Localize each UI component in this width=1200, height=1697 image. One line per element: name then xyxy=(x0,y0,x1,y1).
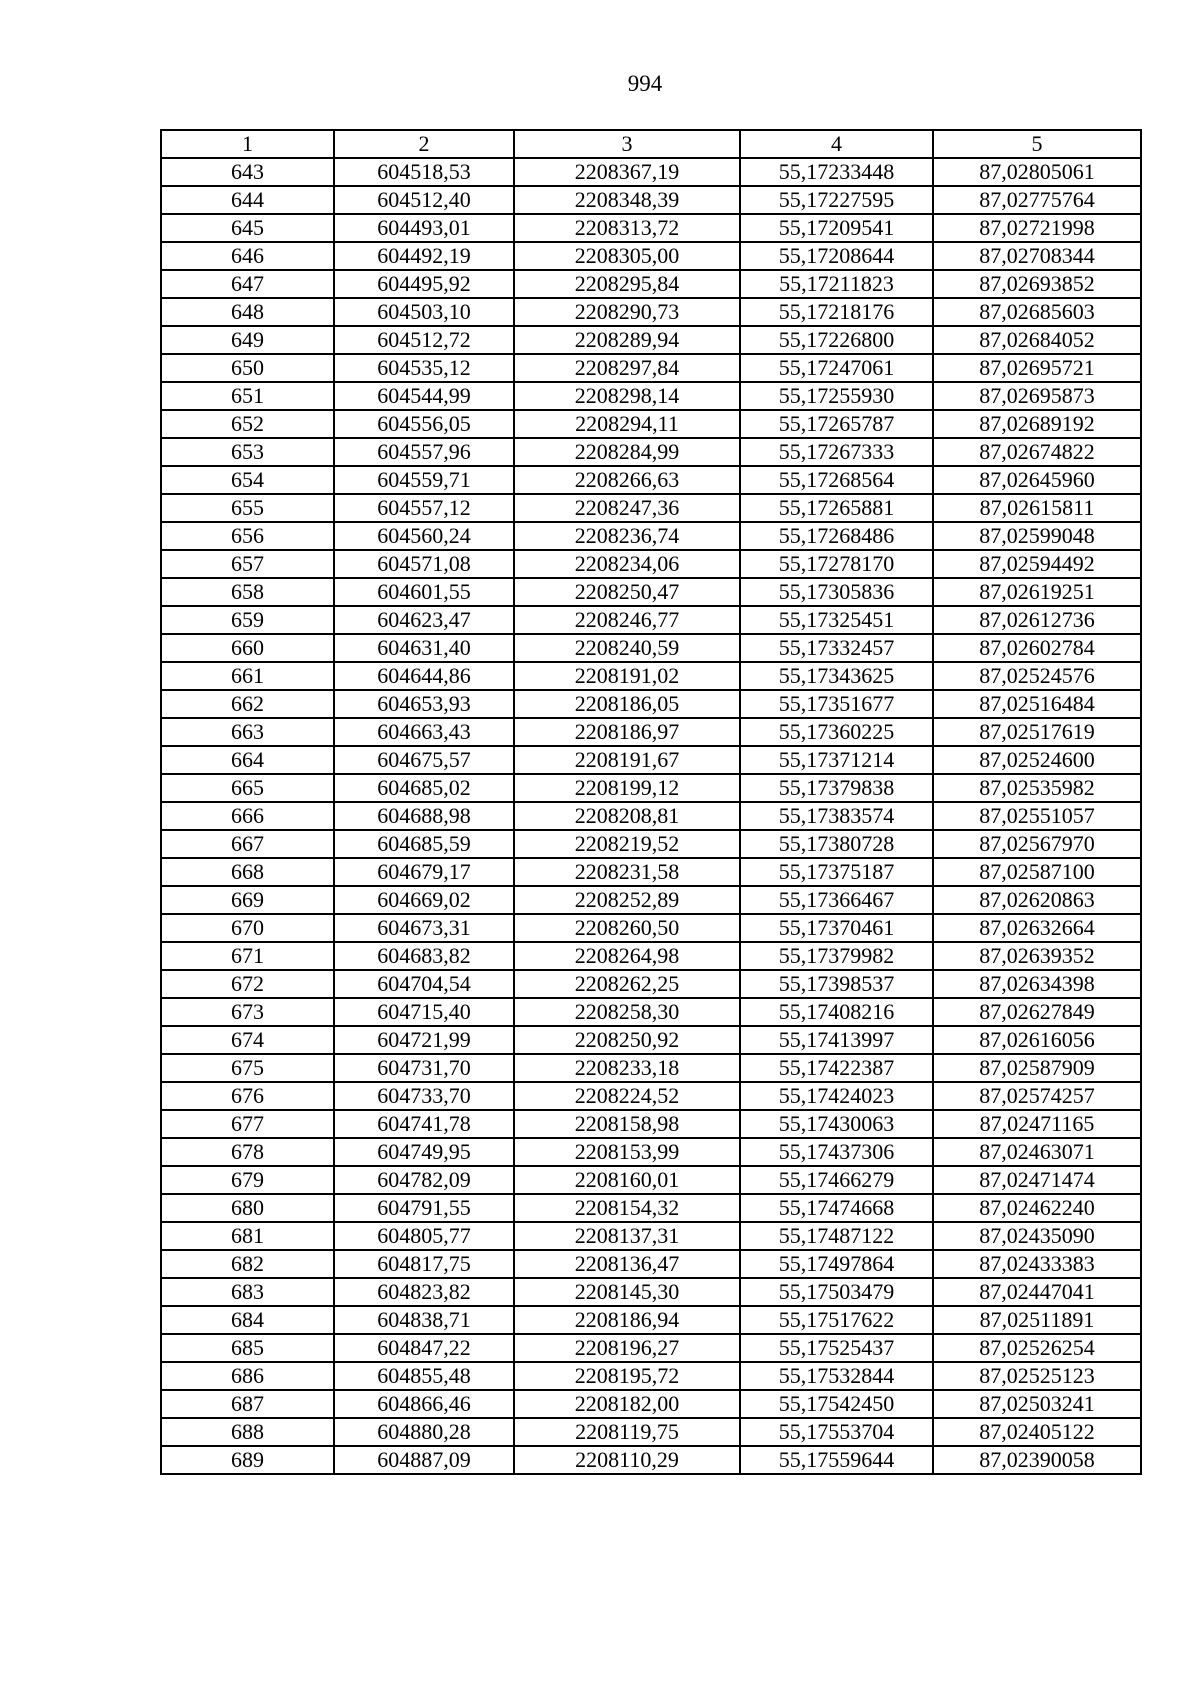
table-cell: 2208196,27 xyxy=(514,1334,740,1362)
table-cell: 2208236,74 xyxy=(514,522,740,550)
table-cell: 55,17383574 xyxy=(740,802,933,830)
table-cell: 87,02524600 xyxy=(933,746,1141,774)
table-cell: 87,02684052 xyxy=(933,326,1141,354)
table-cell: 55,17474668 xyxy=(740,1194,933,1222)
table-cell: 604880,28 xyxy=(334,1418,514,1446)
table-cell: 604741,78 xyxy=(334,1110,514,1138)
table-cell: 87,02390058 xyxy=(933,1446,1141,1474)
table-cell: 2208250,92 xyxy=(514,1026,740,1054)
table-cell: 2208136,47 xyxy=(514,1250,740,1278)
table-row xyxy=(161,1082,1141,1110)
table-cell: 55,17371214 xyxy=(740,746,933,774)
table-cell: 55,17413997 xyxy=(740,1026,933,1054)
table-cell: 677 xyxy=(161,1110,334,1138)
table-cell: 604512,72 xyxy=(334,326,514,354)
table-cell: 2208224,52 xyxy=(514,1082,740,1110)
table-row xyxy=(161,1026,1141,1054)
table-cell: 2208158,98 xyxy=(514,1110,740,1138)
table-cell: 604805,77 xyxy=(334,1222,514,1250)
table-row xyxy=(161,298,1141,326)
table-cell: 2208313,72 xyxy=(514,214,740,242)
table-cell: 660 xyxy=(161,634,334,662)
table-cell: 2208153,99 xyxy=(514,1138,740,1166)
table-cell: 2208252,89 xyxy=(514,886,740,914)
table-cell: 55,17380728 xyxy=(740,830,933,858)
table-cell: 87,02645960 xyxy=(933,466,1141,494)
table-cell: 2208186,05 xyxy=(514,690,740,718)
table-row xyxy=(161,1110,1141,1138)
table-row xyxy=(161,746,1141,774)
table-cell: 87,02525123 xyxy=(933,1362,1141,1390)
table-cell: 2208297,84 xyxy=(514,354,740,382)
table-row xyxy=(161,830,1141,858)
table-cell: 55,17325451 xyxy=(740,606,933,634)
table-cell: 2208264,98 xyxy=(514,942,740,970)
table-cell: 2208233,18 xyxy=(514,1054,740,1082)
table-cell: 55,17247061 xyxy=(740,354,933,382)
table-row xyxy=(161,774,1141,802)
table-cell: 680 xyxy=(161,1194,334,1222)
table-cell: 668 xyxy=(161,858,334,886)
table-cell: 604847,22 xyxy=(334,1334,514,1362)
table-cell: 676 xyxy=(161,1082,334,1110)
table-cell: 2208298,14 xyxy=(514,382,740,410)
table-cell: 55,17208644 xyxy=(740,242,933,270)
table-cell: 648 xyxy=(161,298,334,326)
table-cell: 661 xyxy=(161,662,334,690)
table-cell: 55,17265881 xyxy=(740,494,933,522)
table-cell: 672 xyxy=(161,970,334,998)
page-number: 994 xyxy=(627,71,663,96)
table-header-row xyxy=(161,130,1141,158)
table-cell: 651 xyxy=(161,382,334,410)
table-cell: 87,02615811 xyxy=(933,494,1141,522)
table-row xyxy=(161,270,1141,298)
table-cell: 688 xyxy=(161,1418,334,1446)
table-cell: 671 xyxy=(161,942,334,970)
table-cell: 87,02535982 xyxy=(933,774,1141,802)
table-cell: 652 xyxy=(161,410,334,438)
table-cell: 684 xyxy=(161,1306,334,1334)
table-row xyxy=(161,438,1141,466)
table-cell: 55,17268564 xyxy=(740,466,933,494)
table-cell: 2208348,39 xyxy=(514,186,740,214)
table-cell: 55,17408216 xyxy=(740,998,933,1026)
table-cell: 55,17466279 xyxy=(740,1166,933,1194)
table-cell: 87,02695721 xyxy=(933,354,1141,382)
table-cell: 87,02721998 xyxy=(933,214,1141,242)
table-row xyxy=(161,662,1141,690)
table-row xyxy=(161,1390,1141,1418)
table-row xyxy=(161,858,1141,886)
table-row xyxy=(161,1278,1141,1306)
table-cell: 679 xyxy=(161,1166,334,1194)
table-cell: 87,02627849 xyxy=(933,998,1141,1026)
table-cell: 604560,24 xyxy=(334,522,514,550)
table-cell: 2208294,11 xyxy=(514,410,740,438)
table-row xyxy=(161,1054,1141,1082)
table-cell: 87,02587909 xyxy=(933,1054,1141,1082)
table-cell: 87,02693852 xyxy=(933,270,1141,298)
table-cell: 2208195,72 xyxy=(514,1362,740,1390)
table-row xyxy=(161,242,1141,270)
table-cell: 686 xyxy=(161,1362,334,1390)
table-cell: 604495,92 xyxy=(334,270,514,298)
table-cell: 55,17503479 xyxy=(740,1278,933,1306)
table-cell: 55,17211823 xyxy=(740,270,933,298)
table-row xyxy=(161,214,1141,242)
table-cell: 87,02567970 xyxy=(933,830,1141,858)
table-row xyxy=(161,1306,1141,1334)
table-cell: 663 xyxy=(161,718,334,746)
table-cell: 604782,09 xyxy=(334,1166,514,1194)
table-row xyxy=(161,942,1141,970)
table-cell: 87,02524576 xyxy=(933,662,1141,690)
table-cell: 87,02674822 xyxy=(933,438,1141,466)
table-cell: 55,17233448 xyxy=(740,158,933,186)
table-cell: 604673,31 xyxy=(334,914,514,942)
table-row xyxy=(161,522,1141,550)
table-cell: 2208199,12 xyxy=(514,774,740,802)
table-cell: 55,17278170 xyxy=(740,550,933,578)
table-cell: 55,17255930 xyxy=(740,382,933,410)
table-cell: 653 xyxy=(161,438,334,466)
table-cell: 604518,53 xyxy=(334,158,514,186)
table-cell: 666 xyxy=(161,802,334,830)
table-cell: 87,02775764 xyxy=(933,186,1141,214)
table-cell: 87,02634398 xyxy=(933,970,1141,998)
table-cell: 604601,55 xyxy=(334,578,514,606)
table-row xyxy=(161,158,1141,186)
table-cell: 2208250,47 xyxy=(514,578,740,606)
table-cell: 664 xyxy=(161,746,334,774)
column-header: 1 xyxy=(161,130,334,158)
table-cell: 2208119,75 xyxy=(514,1418,740,1446)
table-cell: 665 xyxy=(161,774,334,802)
table-cell: 55,17265787 xyxy=(740,410,933,438)
table-cell: 87,02689192 xyxy=(933,410,1141,438)
table-cell: 87,02503241 xyxy=(933,1390,1141,1418)
table-cell: 55,17424023 xyxy=(740,1082,933,1110)
table-cell: 2208145,30 xyxy=(514,1278,740,1306)
table-cell: 55,17422387 xyxy=(740,1054,933,1082)
table-cell: 604715,40 xyxy=(334,998,514,1026)
table-row xyxy=(161,466,1141,494)
table-cell: 87,02526254 xyxy=(933,1334,1141,1362)
table-cell: 87,02708344 xyxy=(933,242,1141,270)
table-cell: 604704,54 xyxy=(334,970,514,998)
table-cell: 2208186,97 xyxy=(514,718,740,746)
table-cell: 2208260,50 xyxy=(514,914,740,942)
table-cell: 604855,48 xyxy=(334,1362,514,1390)
table-cell: 604749,95 xyxy=(334,1138,514,1166)
table-cell: 87,02695873 xyxy=(933,382,1141,410)
table-row xyxy=(161,606,1141,634)
table-row xyxy=(161,1362,1141,1390)
table-cell: 643 xyxy=(161,158,334,186)
column-header: 2 xyxy=(334,130,514,158)
table-cell: 55,17332457 xyxy=(740,634,933,662)
table-cell: 55,17226800 xyxy=(740,326,933,354)
table-cell: 55,17553704 xyxy=(740,1418,933,1446)
table-cell: 55,17398537 xyxy=(740,970,933,998)
table-cell: 87,02471165 xyxy=(933,1110,1141,1138)
table-cell: 87,02616056 xyxy=(933,1026,1141,1054)
table-cell: 2208284,99 xyxy=(514,438,740,466)
table-row xyxy=(161,634,1141,662)
table-row xyxy=(161,1250,1141,1278)
table-cell: 650 xyxy=(161,354,334,382)
table-row xyxy=(161,550,1141,578)
table-cell: 55,17268486 xyxy=(740,522,933,550)
table-cell: 55,17209541 xyxy=(740,214,933,242)
table-cell: 2208247,36 xyxy=(514,494,740,522)
table-cell: 2208234,06 xyxy=(514,550,740,578)
table-cell: 669 xyxy=(161,886,334,914)
table-cell: 604679,17 xyxy=(334,858,514,886)
table-cell: 655 xyxy=(161,494,334,522)
table-cell: 2208219,52 xyxy=(514,830,740,858)
table-cell: 646 xyxy=(161,242,334,270)
table-row xyxy=(161,410,1141,438)
table-cell: 675 xyxy=(161,1054,334,1082)
table-cell: 87,02516484 xyxy=(933,690,1141,718)
table-cell: 604866,46 xyxy=(334,1390,514,1418)
table-cell: 87,02574257 xyxy=(933,1082,1141,1110)
table-row xyxy=(161,998,1141,1026)
table-cell: 2208191,67 xyxy=(514,746,740,774)
table-cell: 604557,12 xyxy=(334,494,514,522)
table-cell: 604644,86 xyxy=(334,662,514,690)
table-cell: 604623,47 xyxy=(334,606,514,634)
table-cell: 689 xyxy=(161,1446,334,1474)
table-cell: 87,02433383 xyxy=(933,1250,1141,1278)
table-cell: 604721,99 xyxy=(334,1026,514,1054)
table-cell: 55,17218176 xyxy=(740,298,933,326)
table-cell: 87,02620863 xyxy=(933,886,1141,914)
table-cell: 687 xyxy=(161,1390,334,1418)
column-header: 5 xyxy=(933,130,1141,158)
table-cell: 55,17487122 xyxy=(740,1222,933,1250)
table-cell: 2208246,77 xyxy=(514,606,740,634)
table-cell: 604631,40 xyxy=(334,634,514,662)
table-cell: 604838,71 xyxy=(334,1306,514,1334)
table-cell: 662 xyxy=(161,690,334,718)
table-row xyxy=(161,690,1141,718)
table-cell: 87,02471474 xyxy=(933,1166,1141,1194)
table-cell: 604688,98 xyxy=(334,802,514,830)
table-cell: 55,17227595 xyxy=(740,186,933,214)
table-cell: 87,02619251 xyxy=(933,578,1141,606)
table-cell: 644 xyxy=(161,186,334,214)
table-row xyxy=(161,886,1141,914)
table-cell: 2208208,81 xyxy=(514,802,740,830)
table-cell: 604817,75 xyxy=(334,1250,514,1278)
table-cell: 87,02805061 xyxy=(933,158,1141,186)
table-cell: 87,02602784 xyxy=(933,634,1141,662)
table-cell: 2208262,25 xyxy=(514,970,740,998)
table-cell: 87,02462240 xyxy=(933,1194,1141,1222)
table-cell: 55,17360225 xyxy=(740,718,933,746)
table-row xyxy=(161,1194,1141,1222)
table-cell: 87,02587100 xyxy=(933,858,1141,886)
table-cell: 659 xyxy=(161,606,334,634)
table-cell: 87,02447041 xyxy=(933,1278,1141,1306)
table-row xyxy=(161,1334,1141,1362)
table-cell: 673 xyxy=(161,998,334,1026)
table-row xyxy=(161,326,1141,354)
table-cell: 2208191,02 xyxy=(514,662,740,690)
table-cell: 604731,70 xyxy=(334,1054,514,1082)
table-cell: 55,17366467 xyxy=(740,886,933,914)
table-cell: 604535,12 xyxy=(334,354,514,382)
table-cell: 604559,71 xyxy=(334,466,514,494)
table-cell: 2208231,58 xyxy=(514,858,740,886)
table-cell: 604791,55 xyxy=(334,1194,514,1222)
table-cell: 604571,08 xyxy=(334,550,514,578)
table-cell: 87,02511891 xyxy=(933,1306,1141,1334)
table-cell: 604823,82 xyxy=(334,1278,514,1306)
table-cell: 2208110,29 xyxy=(514,1446,740,1474)
table-cell: 55,17517622 xyxy=(740,1306,933,1334)
table-cell: 55,17379838 xyxy=(740,774,933,802)
table-cell: 87,02463071 xyxy=(933,1138,1141,1166)
table-row xyxy=(161,914,1141,942)
table-row xyxy=(161,578,1141,606)
column-header: 3 xyxy=(514,130,740,158)
table-row xyxy=(161,1166,1141,1194)
table-row xyxy=(161,1222,1141,1250)
table-cell: 604663,43 xyxy=(334,718,514,746)
table-cell: 55,17375187 xyxy=(740,858,933,886)
table-cell: 55,17497864 xyxy=(740,1250,933,1278)
table-cell: 604544,99 xyxy=(334,382,514,410)
table-cell: 87,02551057 xyxy=(933,802,1141,830)
table-cell: 55,17532844 xyxy=(740,1362,933,1390)
table-cell: 55,17379982 xyxy=(740,942,933,970)
table-cell: 55,17525437 xyxy=(740,1334,933,1362)
table-row xyxy=(161,1446,1141,1474)
table-cell: 682 xyxy=(161,1250,334,1278)
coordinates-table xyxy=(160,129,1142,1475)
table-cell: 87,02594492 xyxy=(933,550,1141,578)
table-cell: 647 xyxy=(161,270,334,298)
table-cell: 604669,02 xyxy=(334,886,514,914)
table-cell: 87,02612736 xyxy=(933,606,1141,634)
table-cell: 667 xyxy=(161,830,334,858)
table-cell: 657 xyxy=(161,550,334,578)
table-cell: 2208305,00 xyxy=(514,242,740,270)
table-cell: 55,17542450 xyxy=(740,1390,933,1418)
table-cell: 604733,70 xyxy=(334,1082,514,1110)
table-cell: 670 xyxy=(161,914,334,942)
table-cell: 2208182,00 xyxy=(514,1390,740,1418)
table-cell: 2208295,84 xyxy=(514,270,740,298)
table-row xyxy=(161,382,1141,410)
table-cell: 2208240,59 xyxy=(514,634,740,662)
table-cell: 604887,09 xyxy=(334,1446,514,1474)
table-row xyxy=(161,186,1141,214)
table-cell: 87,02632664 xyxy=(933,914,1141,942)
table-cell: 678 xyxy=(161,1138,334,1166)
table-cell: 87,02435090 xyxy=(933,1222,1141,1250)
table-cell: 604503,10 xyxy=(334,298,514,326)
table-row xyxy=(161,1138,1141,1166)
table-cell: 2208266,63 xyxy=(514,466,740,494)
table-cell: 645 xyxy=(161,214,334,242)
table-cell: 87,02405122 xyxy=(933,1418,1141,1446)
table-cell: 674 xyxy=(161,1026,334,1054)
table-cell: 2208186,94 xyxy=(514,1306,740,1334)
table-cell: 87,02639352 xyxy=(933,942,1141,970)
table-row xyxy=(161,718,1141,746)
table-cell: 683 xyxy=(161,1278,334,1306)
table-cell: 55,17343625 xyxy=(740,662,933,690)
table-cell: 604685,02 xyxy=(334,774,514,802)
table-cell: 2208154,32 xyxy=(514,1194,740,1222)
table-cell: 681 xyxy=(161,1222,334,1250)
table-cell: 2208367,19 xyxy=(514,158,740,186)
table-cell: 2208289,94 xyxy=(514,326,740,354)
table-cell: 604653,93 xyxy=(334,690,514,718)
table-cell: 658 xyxy=(161,578,334,606)
table-cell: 604556,05 xyxy=(334,410,514,438)
table-cell: 649 xyxy=(161,326,334,354)
table-cell: 87,02599048 xyxy=(933,522,1141,550)
table-cell: 2208160,01 xyxy=(514,1166,740,1194)
table-cell: 685 xyxy=(161,1334,334,1362)
table-cell: 604557,96 xyxy=(334,438,514,466)
table-cell: 55,17370461 xyxy=(740,914,933,942)
table-cell: 55,17430063 xyxy=(740,1110,933,1138)
table-row xyxy=(161,802,1141,830)
table-cell: 656 xyxy=(161,522,334,550)
table-cell: 604512,40 xyxy=(334,186,514,214)
table-cell: 87,02685603 xyxy=(933,298,1141,326)
table-cell: 654 xyxy=(161,466,334,494)
table-cell: 2208137,31 xyxy=(514,1222,740,1250)
table-cell: 2208290,73 xyxy=(514,298,740,326)
table-row xyxy=(161,494,1141,522)
table-cell: 55,17351677 xyxy=(740,690,933,718)
table-cell: 87,02517619 xyxy=(933,718,1141,746)
table-cell: 55,17305836 xyxy=(740,578,933,606)
table-cell: 604683,82 xyxy=(334,942,514,970)
column-header: 4 xyxy=(740,130,933,158)
table-row xyxy=(161,1418,1141,1446)
table-cell: 604685,59 xyxy=(334,830,514,858)
table-row xyxy=(161,970,1141,998)
table-cell: 55,17559644 xyxy=(740,1446,933,1474)
table-cell: 55,17437306 xyxy=(740,1138,933,1166)
table-cell: 604492,19 xyxy=(334,242,514,270)
table-cell: 604675,57 xyxy=(334,746,514,774)
table-cell: 2208258,30 xyxy=(514,998,740,1026)
table-row xyxy=(161,354,1141,382)
table-body xyxy=(161,130,1141,1474)
table-cell: 55,17267333 xyxy=(740,438,933,466)
table-cell: 604493,01 xyxy=(334,214,514,242)
